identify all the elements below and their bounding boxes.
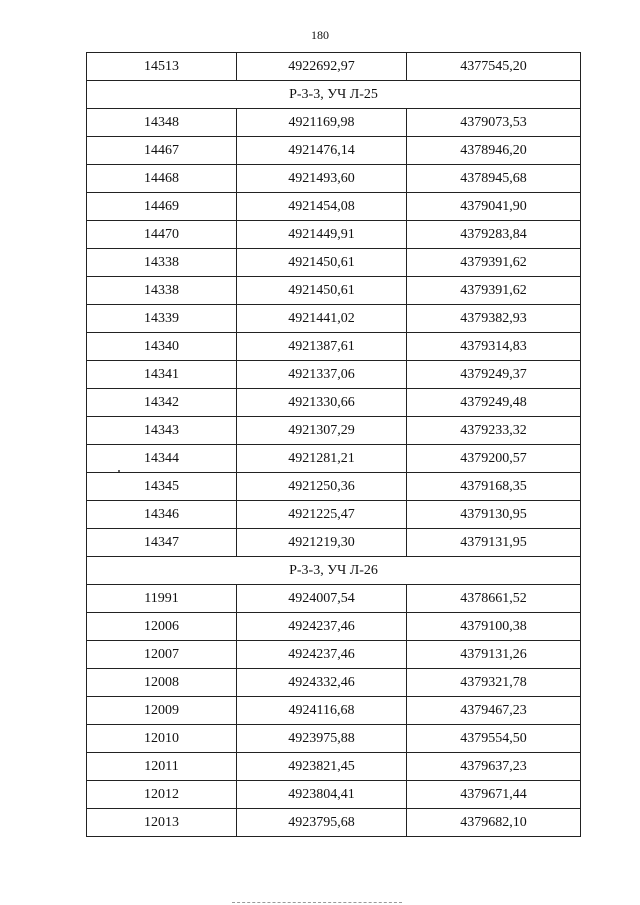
point-number-cell: 12013 <box>87 809 237 837</box>
table-row <box>87 669 581 697</box>
table-row <box>87 501 581 529</box>
point-number-cell: 12011 <box>87 753 237 781</box>
y-coordinate-cell: 4379314,83 <box>407 333 581 361</box>
x-coordinate-cell: 4921493,60 <box>237 165 407 193</box>
x-coordinate-cell: 4924007,54 <box>237 585 407 613</box>
y-coordinate-cell: 4379131,95 <box>407 529 581 557</box>
x-coordinate-cell: 4921281,21 <box>237 445 407 473</box>
x-coordinate-cell: 4923821,45 <box>237 753 407 781</box>
point-number-cell: 12009 <box>87 697 237 725</box>
point-number-cell: 14338 <box>87 249 237 277</box>
section-label: Р-3-3, УЧ Л-26 <box>87 557 581 585</box>
point-number-cell: 14338 <box>87 277 237 305</box>
point-number-cell: 14339 <box>87 305 237 333</box>
table-row <box>87 193 581 221</box>
y-coordinate-cell: 4379168,35 <box>407 473 581 501</box>
y-coordinate-cell: 4379391,62 <box>407 277 581 305</box>
y-coordinate-cell: 4379073,53 <box>407 109 581 137</box>
y-coordinate-cell: 4379554,50 <box>407 725 581 753</box>
point-number-cell: 14513 <box>87 53 237 81</box>
table-row <box>87 53 581 81</box>
x-coordinate-cell: 4921450,61 <box>237 277 407 305</box>
x-coordinate-cell: 4921476,14 <box>237 137 407 165</box>
x-coordinate-cell: 4923804,41 <box>237 781 407 809</box>
point-number-cell: 12008 <box>87 669 237 697</box>
y-coordinate-cell: 4379671,44 <box>407 781 581 809</box>
table-row <box>87 641 581 669</box>
y-coordinate-cell: 4379249,37 <box>407 361 581 389</box>
x-coordinate-cell: 4921219,30 <box>237 529 407 557</box>
y-coordinate-cell: 4379637,23 <box>407 753 581 781</box>
y-coordinate-cell: 4379467,23 <box>407 697 581 725</box>
x-coordinate-cell: 4921449,91 <box>237 221 407 249</box>
y-coordinate-cell: 4378661,52 <box>407 585 581 613</box>
y-coordinate-cell: 4379100,38 <box>407 613 581 641</box>
table-row <box>87 697 581 725</box>
x-coordinate-cell: 4921387,61 <box>237 333 407 361</box>
table-row <box>87 473 581 501</box>
point-number-cell: 14340 <box>87 333 237 361</box>
table-row <box>87 753 581 781</box>
section-header-row <box>87 557 581 585</box>
point-number-cell: 14342 <box>87 389 237 417</box>
x-coordinate-cell: 4921307,29 <box>237 417 407 445</box>
x-coordinate-cell: 4923975,88 <box>237 725 407 753</box>
section-label: Р-3-3, УЧ Л-25 <box>87 81 581 109</box>
table-row <box>87 165 581 193</box>
y-coordinate-cell: 4379682,10 <box>407 809 581 837</box>
x-coordinate-cell: 4924116,68 <box>237 697 407 725</box>
table-row <box>87 529 581 557</box>
table-row <box>87 781 581 809</box>
point-number-cell: 14343 <box>87 417 237 445</box>
x-coordinate-cell: 4921337,06 <box>237 361 407 389</box>
point-number-cell: 14341 <box>87 361 237 389</box>
table-row <box>87 137 581 165</box>
point-number-cell: 14470 <box>87 221 237 249</box>
point-number-cell: 14348 <box>87 109 237 137</box>
point-number-cell: 14346 <box>87 501 237 529</box>
table-row <box>87 221 581 249</box>
coordinates-table-body <box>87 53 581 837</box>
coordinates-table <box>86 52 581 837</box>
y-coordinate-cell: 4379041,90 <box>407 193 581 221</box>
y-coordinate-cell: 4379249,48 <box>407 389 581 417</box>
table-row <box>87 809 581 837</box>
table-row <box>87 109 581 137</box>
x-coordinate-cell: 4921450,61 <box>237 249 407 277</box>
point-number-cell: 12006 <box>87 613 237 641</box>
y-coordinate-cell: 4379200,57 <box>407 445 581 473</box>
x-coordinate-cell: 4921225,47 <box>237 501 407 529</box>
table-row <box>87 585 581 613</box>
x-coordinate-cell: 4922692,97 <box>237 53 407 81</box>
table-row <box>87 333 581 361</box>
point-number-cell: 12012 <box>87 781 237 809</box>
point-number-cell: 14468 <box>87 165 237 193</box>
table-row <box>87 389 581 417</box>
section-header-row <box>87 81 581 109</box>
x-coordinate-cell: 4923795,68 <box>237 809 407 837</box>
y-coordinate-cell: 4379283,84 <box>407 221 581 249</box>
table-row <box>87 445 581 473</box>
y-coordinate-cell: 4378946,20 <box>407 137 581 165</box>
table-row <box>87 249 581 277</box>
point-number-cell: 14344 <box>87 445 237 473</box>
x-coordinate-cell: 4921441,02 <box>237 305 407 333</box>
x-coordinate-cell: 4921250,36 <box>237 473 407 501</box>
x-coordinate-cell: 4921169,98 <box>237 109 407 137</box>
y-coordinate-cell: 4377545,20 <box>407 53 581 81</box>
y-coordinate-cell: 4379131,26 <box>407 641 581 669</box>
y-coordinate-cell: 4379382,93 <box>407 305 581 333</box>
point-number-cell: 11991 <box>87 585 237 613</box>
table-row <box>87 305 581 333</box>
table-row <box>87 417 581 445</box>
scan-speck <box>118 470 120 472</box>
point-number-cell: 12010 <box>87 725 237 753</box>
y-coordinate-cell: 4379130,95 <box>407 501 581 529</box>
x-coordinate-cell: 4924237,46 <box>237 641 407 669</box>
page-number: 180 <box>311 28 329 42</box>
x-coordinate-cell: 4921454,08 <box>237 193 407 221</box>
x-coordinate-cell: 4924332,46 <box>237 669 407 697</box>
y-coordinate-cell: 4379321,78 <box>407 669 581 697</box>
point-number-cell: 12007 <box>87 641 237 669</box>
table-row <box>87 277 581 305</box>
y-coordinate-cell: 4379391,62 <box>407 249 581 277</box>
bottom-rule <box>232 902 402 903</box>
y-coordinate-cell: 4378945,68 <box>407 165 581 193</box>
table-row <box>87 725 581 753</box>
table-row <box>87 613 581 641</box>
x-coordinate-cell: 4921330,66 <box>237 389 407 417</box>
point-number-cell: 14469 <box>87 193 237 221</box>
point-number-cell: 14347 <box>87 529 237 557</box>
point-number-cell: 14467 <box>87 137 237 165</box>
table-row <box>87 361 581 389</box>
point-number-cell: 14345 <box>87 473 237 501</box>
y-coordinate-cell: 4379233,32 <box>407 417 581 445</box>
x-coordinate-cell: 4924237,46 <box>237 613 407 641</box>
